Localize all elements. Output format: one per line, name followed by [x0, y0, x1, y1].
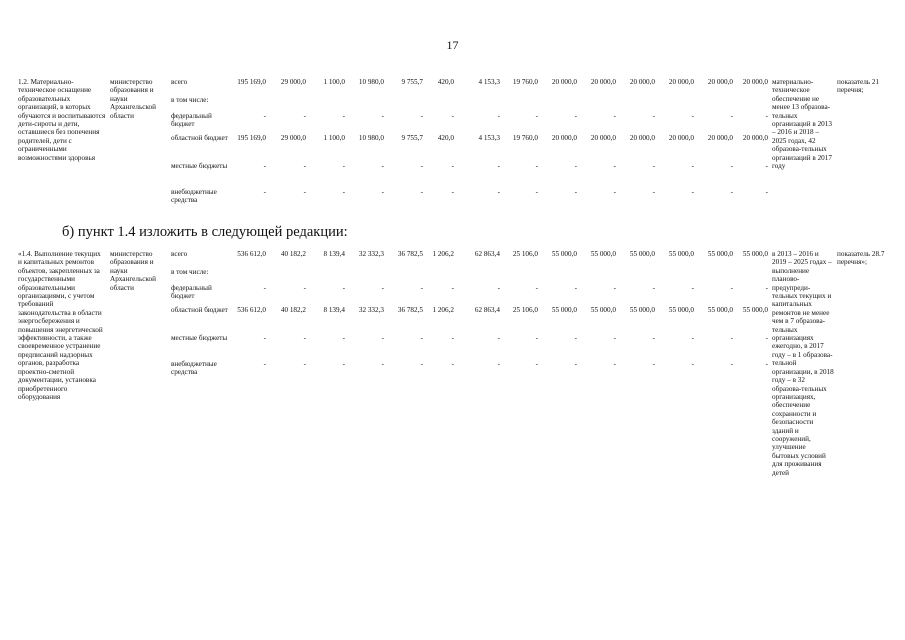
funding-value: 20 000,0: [707, 78, 733, 86]
funding-value: 420,0: [437, 134, 454, 142]
funding-value: 55 000,0: [707, 306, 733, 314]
funding-value: 55 000,0: [742, 306, 768, 314]
funding-value: 536 612,0: [237, 250, 266, 258]
funding-value: -: [342, 334, 345, 342]
funding-value: -: [381, 360, 384, 368]
funding-value: 4 153,3: [478, 78, 500, 86]
funding-source-label: местные бюджеты: [171, 334, 228, 342]
funding-value: -: [342, 112, 345, 120]
funding-value: -: [613, 284, 616, 292]
funding-value: 20 000,0: [668, 134, 694, 142]
funding-row: [0, 134, 905, 152]
funding-value: -: [535, 360, 538, 368]
funding-value: -: [420, 112, 423, 120]
expected-result: в 2013 – 2016 и 2019 – 2025 годах – выполнение планово-предупреди-тельных текущих и капитальных ремонтов не менее чем в 7 образова-тельных организациях ежегодно, в 2017 году – в 1 образова-тельной организации, в 2018 году – в 32 образова-тельных организациях, обеспечение сохранности и безопасности зданий и сооружений, улучшение бытовых условий для проживания детей: [772, 250, 834, 477]
funding-value: 20 000,0: [742, 134, 768, 142]
funding-value: 55 000,0: [629, 306, 655, 314]
funding-value: 420,0: [437, 78, 454, 86]
funding-value: 20 000,0: [551, 78, 577, 86]
indicator: показатель 21 перечня;: [837, 78, 880, 95]
funding-value: 9 755,7: [401, 78, 423, 86]
funding-value: -: [303, 188, 306, 196]
funding-source-label: в том числе:: [171, 96, 209, 104]
funding-value: -: [451, 188, 454, 196]
funding-value: -: [381, 112, 384, 120]
funding-row: [0, 188, 905, 206]
funding-value: -: [420, 360, 423, 368]
funding-value: 20 000,0: [629, 134, 655, 142]
funding-value: 19 760,0: [512, 78, 538, 86]
funding-value: -: [535, 334, 538, 342]
funding-value: -: [652, 188, 655, 196]
funding-value: -: [574, 360, 577, 368]
funding-source-label: местные бюджеты: [171, 162, 228, 170]
executor: министерство образования и науки Архангельской области: [110, 78, 156, 120]
funding-value: 40 182,2: [280, 250, 306, 258]
funding-value: 4 153,3: [478, 134, 500, 142]
funding-value: -: [765, 188, 768, 196]
funding-row: [0, 78, 905, 96]
funding-value: 195 169,0: [237, 134, 266, 142]
funding-value: -: [613, 360, 616, 368]
funding-value: -: [497, 112, 500, 120]
funding-value: -: [574, 284, 577, 292]
funding-value: -: [730, 112, 733, 120]
funding-value: 20 000,0: [590, 134, 616, 142]
funding-value: -: [451, 360, 454, 368]
funding-value: -: [535, 284, 538, 292]
funding-value: -: [451, 334, 454, 342]
funding-row: [0, 334, 905, 352]
funding-value: 10 980,0: [358, 134, 384, 142]
funding-value: 20 000,0: [590, 78, 616, 86]
funding-row: [0, 306, 905, 324]
funding-source-label: федеральный бюджет: [171, 112, 212, 129]
funding-value: -: [730, 188, 733, 196]
funding-value: -: [730, 334, 733, 342]
funding-value: 55 000,0: [590, 250, 616, 258]
funding-value: -: [303, 162, 306, 170]
funding-value: -: [263, 334, 266, 342]
funding-value: -: [497, 284, 500, 292]
funding-value: 55 000,0: [629, 250, 655, 258]
funding-value: -: [765, 334, 768, 342]
funding-value: -: [574, 188, 577, 196]
funding-value: -: [691, 112, 694, 120]
funding-value: -: [652, 162, 655, 170]
funding-value: -: [303, 334, 306, 342]
funding-value: -: [574, 112, 577, 120]
funding-value: -: [535, 112, 538, 120]
section-heading: б) пункт 1.4 изложить в следующей редакции:: [62, 224, 348, 240]
funding-value: -: [691, 334, 694, 342]
funding-value: -: [342, 284, 345, 292]
funding-value: 32 332,3: [358, 250, 384, 258]
funding-value: 29 000,0: [280, 134, 306, 142]
executor: министерство образования и науки Архангельской области: [110, 250, 156, 292]
funding-value: 195 169,0: [237, 78, 266, 86]
funding-value: -: [691, 360, 694, 368]
funding-value: -: [730, 162, 733, 170]
funding-value: -: [342, 162, 345, 170]
funding-value: -: [263, 284, 266, 292]
funding-value: 20 000,0: [551, 134, 577, 142]
funding-row: [0, 284, 905, 302]
funding-value: -: [652, 284, 655, 292]
funding-value: -: [652, 112, 655, 120]
funding-source-label: федеральный бюджет: [171, 284, 212, 301]
funding-value: 8 139,4: [323, 306, 345, 314]
funding-value: 536 612,0: [237, 306, 266, 314]
funding-value: -: [652, 334, 655, 342]
funding-value: -: [381, 188, 384, 196]
funding-value: 62 863,4: [474, 306, 500, 314]
funding-value: 55 000,0: [668, 250, 694, 258]
funding-value: -: [691, 188, 694, 196]
funding-value: 55 000,0: [590, 306, 616, 314]
funding-value: -: [420, 334, 423, 342]
funding-value: 9 755,7: [401, 134, 423, 142]
funding-value: -: [765, 284, 768, 292]
funding-value: -: [420, 284, 423, 292]
funding-value: -: [451, 284, 454, 292]
funding-value: -: [303, 284, 306, 292]
funding-value: 25 106,0: [512, 250, 538, 258]
funding-value: -: [420, 162, 423, 170]
funding-value: -: [613, 112, 616, 120]
funding-value: -: [691, 284, 694, 292]
funding-value: -: [451, 162, 454, 170]
funding-value: -: [613, 334, 616, 342]
funding-value: 1 206,2: [432, 306, 454, 314]
funding-value: -: [765, 162, 768, 170]
funding-value: 36 782,5: [397, 306, 423, 314]
funding-value: 55 000,0: [551, 250, 577, 258]
funding-value: -: [263, 112, 266, 120]
funding-row: [0, 360, 905, 378]
funding-value: 40 182,2: [280, 306, 306, 314]
funding-value: 32 332,3: [358, 306, 384, 314]
page-number: 17: [446, 38, 459, 52]
funding-value: -: [574, 334, 577, 342]
funding-value: -: [730, 284, 733, 292]
expected-result: материально-техническое обеспечение не менее 13 образова-тельных организаций в 2013 – 2016 и 2018 – 2025 годах, 42 образова-тельных организаций в 2017 году: [772, 78, 832, 171]
funding-value: -: [303, 360, 306, 368]
funding-value: -: [420, 188, 423, 196]
funding-value: 20 000,0: [707, 134, 733, 142]
funding-value: -: [652, 360, 655, 368]
funding-source-label: областной бюджет: [171, 306, 228, 314]
funding-source-label: внебюджетные средства: [171, 188, 217, 205]
funding-value: -: [574, 162, 577, 170]
funding-value: -: [497, 334, 500, 342]
funding-value: 1 206,2: [432, 250, 454, 258]
funding-value: -: [691, 162, 694, 170]
funding-source-label: всего: [171, 78, 188, 86]
funding-value: -: [263, 188, 266, 196]
funding-value: 62 863,4: [474, 250, 500, 258]
funding-value: 55 000,0: [742, 250, 768, 258]
funding-value: -: [263, 162, 266, 170]
funding-value: -: [381, 284, 384, 292]
funding-value: -: [342, 360, 345, 368]
funding-value: 29 000,0: [280, 78, 306, 86]
funding-row: [0, 112, 905, 130]
indicator: показатель 28.7 перечня»;: [837, 250, 885, 267]
funding-value: -: [765, 112, 768, 120]
funding-source-label: всего: [171, 250, 188, 258]
funding-value: -: [497, 188, 500, 196]
funding-value: 20 000,0: [629, 78, 655, 86]
funding-value: -: [535, 188, 538, 196]
funding-value: -: [613, 188, 616, 196]
activity-name: «1.4. Выполнение текущих и капитальных ремонтов объектов, закрепленных за государственными образовательными организациями, с учетом требований законодательства в области энергосбережения и повышения энергетической эффективности, а также своевременное устранение предписаний надзорных органов, разработка проектно-сметной документации, установка приобретенного оборудования: [18, 250, 103, 401]
funding-value: -: [535, 162, 538, 170]
activity-name: 1.2. Материально-техническое оснащение образовательных организаций, в которых обучаются и воспитываются дети-сироты и дети, оставшиеся без попечения родителей, дети с ограниченными возможностями здоровья: [18, 78, 106, 162]
funding-value: 25 106,0: [512, 306, 538, 314]
funding-value: -: [263, 360, 266, 368]
funding-row: [0, 162, 905, 180]
funding-value: -: [613, 162, 616, 170]
funding-value: 8 139,4: [323, 250, 345, 258]
funding-value: -: [497, 360, 500, 368]
funding-value: -: [342, 188, 345, 196]
funding-row: [0, 250, 905, 268]
funding-value: 55 000,0: [551, 306, 577, 314]
funding-value: -: [765, 360, 768, 368]
funding-value: -: [497, 162, 500, 170]
funding-value: 55 000,0: [707, 250, 733, 258]
funding-value: -: [381, 334, 384, 342]
funding-value: 20 000,0: [668, 78, 694, 86]
funding-value: 10 980,0: [358, 78, 384, 86]
funding-source-label: внебюджетные средства: [171, 360, 217, 377]
funding-source-label: областной бюджет: [171, 134, 228, 142]
funding-value: 55 000,0: [668, 306, 694, 314]
funding-value: -: [303, 112, 306, 120]
funding-value: 1 100,0: [323, 134, 345, 142]
funding-value: 36 782,5: [397, 250, 423, 258]
funding-value: -: [381, 162, 384, 170]
funding-value: -: [451, 112, 454, 120]
funding-value: 19 760,0: [512, 134, 538, 142]
funding-value: 1 100,0: [323, 78, 345, 86]
funding-source-label: в том числе:: [171, 268, 209, 276]
funding-value: 20 000,0: [742, 78, 768, 86]
funding-value: -: [730, 360, 733, 368]
